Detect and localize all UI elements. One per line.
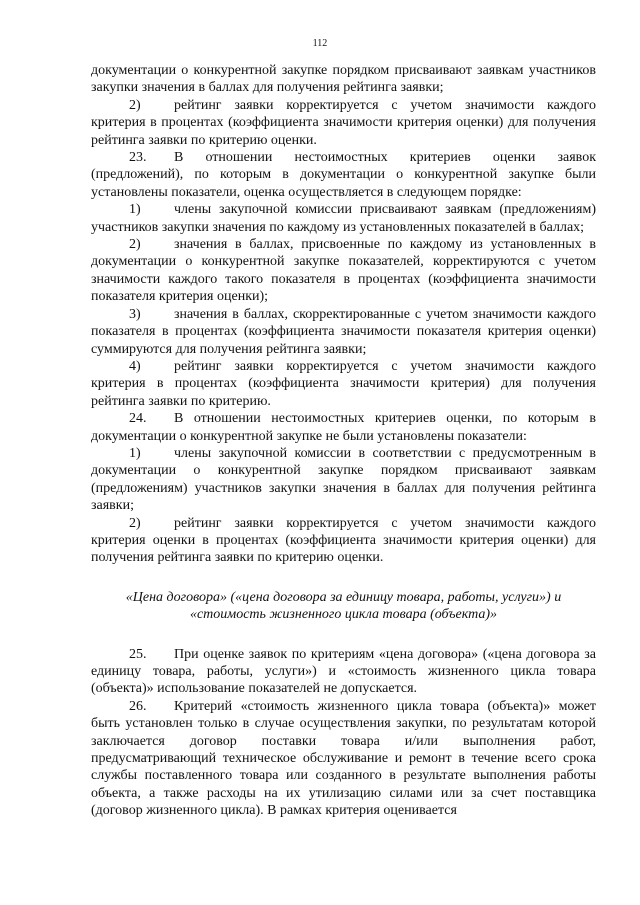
list-item — [91, 201, 596, 236]
clause-text: Критерий «стоимость жизненного цикла товара (объекта)» может быть установлен только в случае осуществления закупки, по результатам которой заключается договор поставки товара и/или выполнения работ, предусматривающий техническое обслуживание и ремонт в течение всего срока службы поставленного товара или созданного в результате выполнения работы объекта, а также расходы на их утилизацию силами или за счет поставщика (договор жизненного цикла). В рамках критерия оценивается — [91, 698, 596, 819]
page-number: 112 — [312, 38, 328, 49]
clause-number: 25. — [129, 646, 147, 662]
item-number: 2) — [129, 237, 141, 253]
item-number: 2) — [129, 515, 141, 531]
item-text: значения в баллах, скорректированные с учетом значимости каждого показателя в процентах (коэффициента значимости показателя критерия оценки) суммируются для получения рейтинга заявки; — [91, 306, 596, 357]
list-item — [91, 236, 596, 306]
list-item — [91, 515, 596, 567]
clause-25 — [91, 646, 596, 698]
item-text: рейтинг заявки корректируется с учетом значимости каждого критерия в процентах (коэффициента значимости критерия оценки) для получения рейтинга заявки по критерию оценки. — [91, 97, 596, 148]
item-text: члены закупочной комиссии присваивают заявкам (предложениям) участников закупки значения по каждому из установленных показателей в баллах; — [91, 202, 596, 235]
clause-number: 26. — [129, 698, 147, 714]
item-number: 4) — [129, 358, 141, 374]
item-number: 1) — [129, 202, 141, 218]
clause-number: 23. — [129, 150, 147, 166]
item-text: члены закупочной комиссии в соответствии с предусмотренным в документации о конкурентной закупке порядком присваивают заявкам (предложениям) участников закупки значения в баллах для получения рейтинга заявки; — [91, 445, 596, 514]
clause-text: В отношении нестоимостных критериев оценки, по которым в документации о конкурентной закупке не были установлены показатели: — [91, 411, 596, 444]
document-body — [91, 62, 596, 820]
paragraph-continuation: документации о конкурентной закупке порядком присваивают заявкам участников закупки значения в баллах для получения рейтинга заявки; — [91, 63, 596, 96]
item-text: рейтинг заявки корректируется с учетом значимости каждого критерия в процентах (коэффициента значимости критерия) для получения рейтинга заявки по критерию. — [91, 358, 596, 409]
clause-text: В отношении нестоимостных критериев оценки заявок (предложений), по которым в документации о конкурентной закупке были установлены показатели, оценка осуществляется в следующем порядке: — [91, 150, 596, 200]
clause-number: 24. — [129, 411, 147, 427]
clause-23 — [91, 149, 596, 201]
item-text: рейтинг заявки корректируется с учетом значимости каждого критерия оценки в процентах (коэффициента значимости критерия оценки) для получения рейтинга заявки по критерию оценки. — [91, 515, 596, 566]
list-item — [91, 306, 596, 358]
list-item — [91, 358, 596, 410]
clause-text: При оценке заявок по критериям «цена договора» («цена договора за единицу товара, работы, услуги») и «стоимость жизненного цикла товара (объекта)» использование показателей не допускается. — [91, 646, 596, 697]
item-number: 1) — [129, 445, 141, 461]
clause-24 — [91, 410, 596, 445]
list-item — [91, 97, 596, 149]
item-number: 2) — [129, 97, 141, 113]
item-text: значения в баллах, присвоенные по каждому из установленных в документации о конкурентной закупке показателей, корректируются с учетом значимости каждого такого показателя в процентах (коэффициента значимости показателя критерия оценки); — [91, 237, 596, 305]
clause-26 — [91, 698, 596, 820]
list-item — [91, 445, 596, 515]
item-number: 3) — [129, 306, 141, 322]
section-heading: «Цена договора» («цена договора за единицу товара, работы, услуги») и «стоимость жизненного цикла товара (объекта)» — [125, 589, 562, 623]
